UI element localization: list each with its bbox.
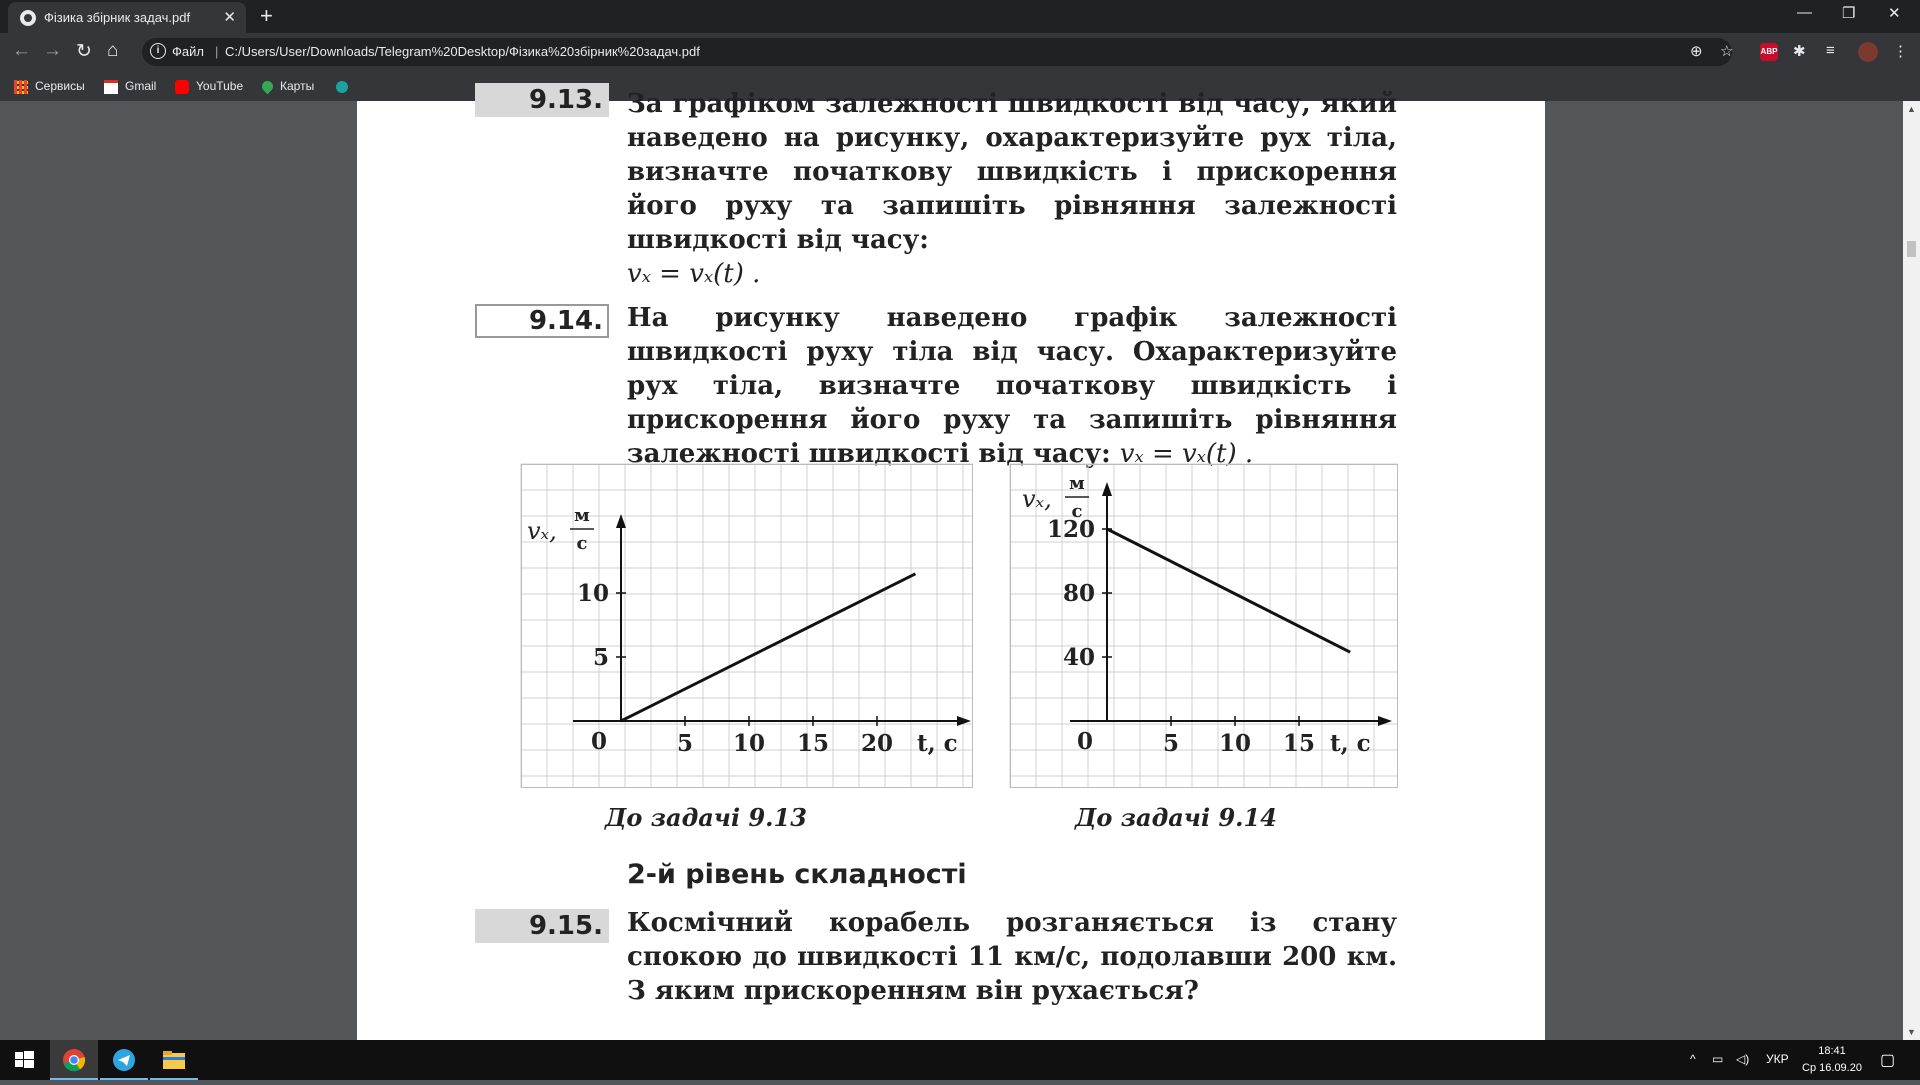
reload-button[interactable]: ↻ [76, 41, 92, 62]
scroll-down-icon[interactable]: ▼ [1907, 1027, 1916, 1037]
taskbar-telegram[interactable] [100, 1040, 148, 1080]
youtube-icon [175, 80, 189, 94]
bookmark-extra[interactable] [336, 78, 355, 94]
network-icon[interactable]: ▭ [1712, 1052, 1724, 1066]
taskbar-explorer[interactable] [150, 1040, 198, 1080]
forward-button[interactable]: → [43, 40, 62, 61]
y-axis-arrow [1102, 482, 1112, 496]
close-window-button[interactable]: ✕ [1888, 5, 1901, 22]
y-tick-label: 120 [1046, 516, 1095, 543]
pdf-page [357, 85, 1545, 1040]
section-heading: 2-й рівень складності [627, 859, 967, 890]
language-indicator[interactable]: УКР [1766, 1052, 1789, 1066]
bookmark-maps[interactable]: Карты [262, 78, 314, 94]
y-axis-label: vₓ, [1022, 485, 1052, 513]
problem-914-text: На рисунку наведено графік залежності швидкості руху тіла від часу. Охарактеризуйте рух тіла, визначте початкову швидкість і прискорення його руху та запишіть рівняння залежності швидкості від часу: vₓ = vₓ(t) . [627, 303, 1397, 469]
scroll-up-icon[interactable]: ▲ [1907, 104, 1916, 114]
start-button[interactable] [0, 1040, 48, 1080]
caption-914: До задачі 9.14 [1075, 803, 1277, 832]
y-tick-label: 40 [1062, 644, 1095, 671]
notifications-icon[interactable]: ▢ [1880, 1052, 1896, 1069]
x-tick-label: 10 [1218, 730, 1252, 757]
problem-number-915: 9.15. [475, 909, 609, 943]
clock[interactable] [1800, 1043, 1864, 1077]
home-button[interactable]: ⌂ [107, 40, 119, 61]
folder-icon [150, 1040, 198, 1080]
tab-title: Фізика збірник задач.pdf [44, 10, 191, 25]
y-axis-label: vₓ, [527, 517, 557, 545]
x-tick-label: 5 [1162, 730, 1180, 757]
gmail-icon [104, 80, 118, 94]
y-tick-label: 80 [1062, 580, 1095, 607]
problem-915-text: Космічний корабель розганяється із стану спокою до швидкості 11 км/с, подолавши 200 км. З яким прискоренням він рухається? [627, 908, 1397, 1006]
adblock-extension-icon[interactable]: ABP [1760, 43, 1778, 61]
x-tick-label: 15 [796, 730, 830, 757]
back-button[interactable]: ← [12, 40, 31, 61]
problem-913-text: За графіком залежності швидкості від часу, який наведено на рисунку, охарактеризуйте рух тіла, визначте початкову швидкість і прискорення його руху та запишіть рівняння залежності швидкості від часу: vₓ = vₓ(t) . [627, 89, 1397, 289]
caption-913: До задачі 9.13 [605, 803, 807, 832]
bookmark-extra-icon [336, 81, 348, 93]
problem-number-914: 9.14. [475, 304, 609, 338]
problem-number-913: 9.13. [475, 83, 609, 117]
graph-914 [1010, 464, 1398, 788]
tab-active[interactable] [8, 2, 246, 33]
scrollbar-thumb[interactable] [1907, 241, 1916, 257]
restore-button[interactable]: ❐ [1842, 5, 1856, 22]
problem-913-formula: vₓ = vₓ(t) . [627, 259, 761, 289]
tray-chevron-icon[interactable]: ^ [1690, 1052, 1696, 1066]
tab-favicon-icon [20, 10, 36, 26]
x-tick-label: 20 [860, 730, 894, 757]
zoom-icon[interactable]: ⊕ [1690, 43, 1703, 60]
windows-logo-icon [0, 1040, 48, 1080]
series-line [1107, 529, 1350, 652]
minimize-button[interactable]: — [1797, 4, 1812, 21]
clock-date: Ср 16.09.20 [1802, 1062, 1862, 1074]
tab-close-icon[interactable]: ✕ [223, 9, 236, 26]
clock-time: 18:41 [1818, 1045, 1846, 1057]
problem-914-formula: vₓ = vₓ(t) . [1119, 439, 1254, 469]
maps-pin-icon [260, 79, 276, 95]
y-unit-denominator: с [1071, 501, 1083, 522]
apps-grid-icon [14, 80, 28, 94]
y-unit-denominator: с [576, 533, 588, 554]
extensions-icon[interactable]: ✱ [1793, 43, 1806, 60]
y-unit-numerator: м [1069, 473, 1085, 494]
address-bar[interactable]: i Файл | C:/Users/User/Downloads/Telegram%20Desktop/Фізика%20збірник%20задач.pdf [142, 38, 1732, 66]
info-icon[interactable]: i [150, 43, 166, 59]
telegram-icon [100, 1040, 148, 1080]
bookmark-apps[interactable]: Сервисы [14, 78, 85, 94]
x-axis-label: t, с [1330, 730, 1371, 757]
url-text[interactable]: C:/Users/User/Downloads/Telegram%20Desktop/Фізика%20збірник%20задач.pdf [225, 44, 700, 59]
graph-913 [521, 464, 973, 788]
y-tick-label: 10 [576, 580, 609, 607]
x-tick-label: 15 [1282, 730, 1316, 757]
x-tick-label: 10 [732, 730, 766, 757]
tab-strip [0, 0, 1920, 33]
omnibox-file-label: Файл [172, 44, 204, 59]
scrollbar[interactable] [1903, 101, 1920, 1040]
new-tab-button[interactable]: + [260, 3, 273, 28]
taskbar [0, 1040, 1920, 1080]
profile-avatar[interactable] [1858, 42, 1878, 62]
menu-icon[interactable]: ⋮ [1893, 43, 1908, 60]
bookmark-youtube[interactable]: YouTube [175, 78, 243, 94]
chrome-icon [50, 1040, 98, 1080]
origin-label: 0 [1076, 728, 1093, 755]
volume-icon[interactable]: ◁) [1736, 1052, 1750, 1066]
media-control-icon[interactable]: ≡ [1826, 42, 1835, 59]
bookmark-gmail[interactable]: Gmail [104, 78, 156, 94]
series-line [621, 574, 915, 721]
origin-label: 0 [590, 728, 607, 755]
bookmark-star-icon[interactable]: ☆ [1720, 43, 1734, 60]
x-axis-label: t, с [917, 730, 958, 757]
y-tick-label: 5 [592, 644, 609, 671]
x-tick-label: 5 [676, 730, 694, 757]
browser-toolbar [0, 33, 1920, 71]
y-unit-numerator: м [574, 505, 590, 526]
taskbar-chrome[interactable] [50, 1040, 98, 1080]
